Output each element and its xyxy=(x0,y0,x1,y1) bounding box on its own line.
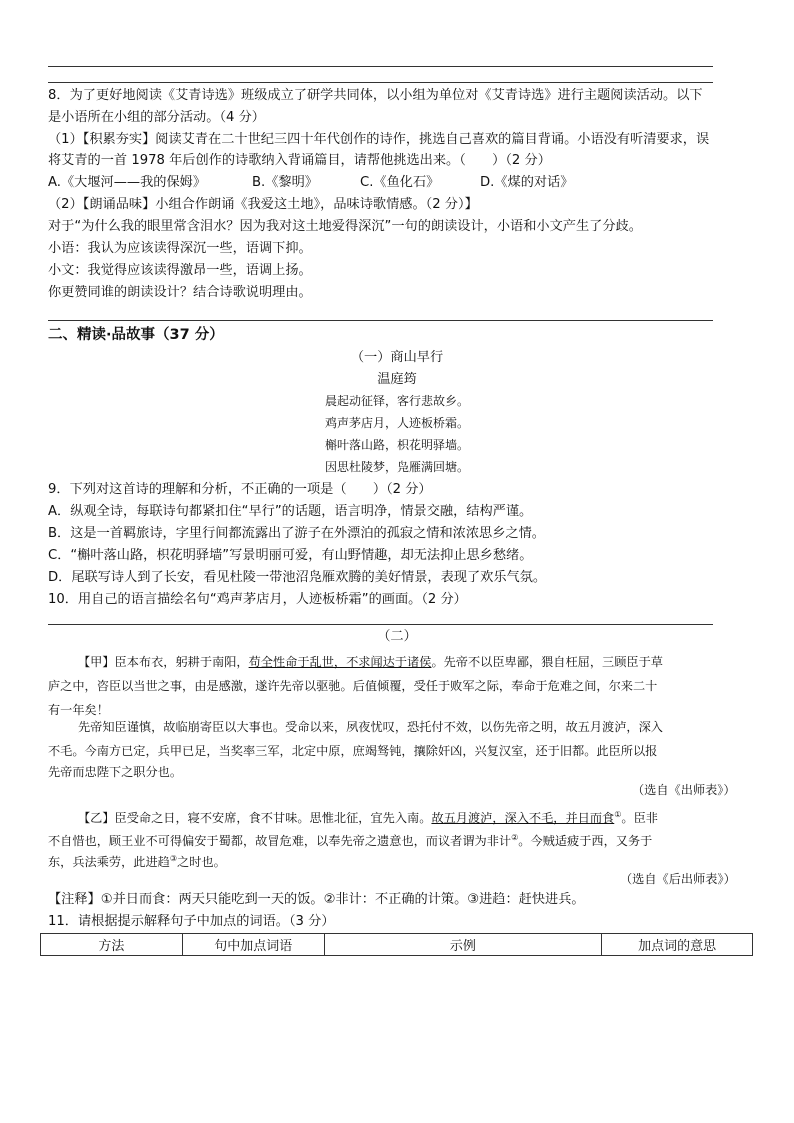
jia-line-2: 庐之中，咨臣以当世之事，由是感激，遂许先帝以驱驰。后值倾覆，受任于败军之际，奉命于危难之间，尔来二十 xyxy=(48,679,658,693)
yi-line-1 xyxy=(78,805,658,828)
q8-part2-line2: 对于“为什么我的眼里常含泪水？因为我对这土地爱得深沉”一句的朗读设计，小语和小文产生了分歧。 xyxy=(48,219,642,234)
yi-line-3 xyxy=(48,849,226,872)
q8-part1-line2: 将艾青的一首 1978 年后创作的诗歌纳入背诵篇目，请帮他挑选出来。（ ）（2 分） xyxy=(48,153,551,168)
jia-line-1-b: 。先帝不以臣卑鄙，猥自枉屈，三顾臣于草 xyxy=(431,655,663,669)
yi-line-1-a: 【乙】臣受命之日，寝不安席，食不甘味。思惟北征，宜先入南。 xyxy=(78,811,432,826)
q8-option-d: D.《煤的对话》 xyxy=(480,175,574,190)
jia-line-1-a: 【甲】臣本布衣，躬耕于南阳， xyxy=(78,655,249,669)
yi-note-marker-1: ① xyxy=(614,810,622,819)
q8-option-b: B.《黎明》 xyxy=(252,175,318,190)
poem-line-3: 槲叶落山路，枳花明驿墙。 xyxy=(324,438,469,452)
yi-line-1-b: 。臣非 xyxy=(621,811,658,826)
q10-stem: 10．用自己的语言描绘名句“鸡声茅店月，人迹板桥霜”的画面。（2 分） xyxy=(48,592,467,607)
jia-line-4: 先帝知臣谨慎，故临崩寄臣以大事也。受命以来，夙夜忧叹，恐托付不效，以伤先帝之明，故五月渡泸，深入 xyxy=(78,720,663,734)
q9-option-a: A．纵观全诗，每联诗句都紧扣住“早行”的话题，语言明净，情景交融，结构严谨。 xyxy=(48,504,533,519)
yi-source: （选自《后出师表》） xyxy=(620,872,736,886)
yi-line-2-b: 。今贼适疲于西，又务于 xyxy=(518,834,653,849)
top-rule-2 xyxy=(48,82,713,83)
poem-line-4: 因思杜陵梦，凫雁满回塘。 xyxy=(324,460,469,474)
q8-option-c: C.《鱼化石》 xyxy=(360,175,440,190)
q8-stem-line1: 8．为了更好地阅读《艾青诗选》班级成立了研学共同体，以小组为单位对《艾青诗选》进行主题阅读活动。以下 xyxy=(48,88,703,103)
yi-line-2-a: 不自惜也，顾王业不可得偏安于蜀都，故冒危难，以奉先帝之遗意也，而议者谓为非计 xyxy=(48,834,512,849)
yi-note-marker-2: ② xyxy=(511,833,519,842)
q8-part2-line5: 你更赞同谁的朗读设计？结合诗歌说明理由。 xyxy=(48,285,312,300)
part2-rule xyxy=(48,624,713,625)
header-method: 方法 xyxy=(41,934,183,956)
yi-note-marker-3: ③ xyxy=(169,854,178,863)
jia-line-3: 有一年矣！ xyxy=(48,703,109,717)
q9-option-d: D．尾联写诗人到了长安，看见杜陵一带池沼凫雁欢腾的美好情景，表现了欢乐气氛。 xyxy=(48,570,547,585)
top-rule-1 xyxy=(48,66,713,67)
q8-stem-line2: 是小语所在小组的部分活动。（4 分） xyxy=(48,110,265,125)
jia-line-1 xyxy=(78,652,663,672)
q8-part2-line1: （2）【朗诵品味】小组合作朗诵《我爱这土地》，品味诗歌情感。（2 分）】 xyxy=(48,197,478,212)
poem-line-2: 鸡声茅店月，人迹板桥霜。 xyxy=(324,416,469,430)
yi-line-2 xyxy=(48,828,652,851)
yi-line-3-b: 之时也。 xyxy=(177,855,226,870)
q9-stem: 9．下列对这首诗的理解和分析，不正确的一项是（ ）（2 分） xyxy=(48,482,432,497)
q11-stem: 11．请根据提示解释句子中加点的词语。（3 分） xyxy=(48,914,335,929)
yi-underlined-phrase: 故五月渡泸，深入不毛，并日而食 xyxy=(431,811,615,826)
q9-option-c: C．“槲叶落山路，枳花明驿墙”写景明丽可爱，有山野情趣，却无法抑止思乡愁绪。 xyxy=(48,548,533,563)
q8-option-a: A.《大堰河——我的保姆》 xyxy=(48,175,207,190)
poem-title: （一）商山早行 xyxy=(350,350,444,365)
part2-title: （二） xyxy=(377,629,417,644)
q8-part2-line4: 小文：我觉得应该读得激昂一些，语调上扬。 xyxy=(48,263,312,278)
section2-heading: 二、精读·品故事（37 分） xyxy=(48,327,224,343)
jia-underlined-phrase: 苟全性命于乱世，不求闻达于诸侯 xyxy=(248,655,432,669)
yi-line-3-a: 东，兵法乘劳，此进趋 xyxy=(48,855,170,870)
header-meaning: 加点词的意思 xyxy=(602,934,753,956)
q8-part1-line1: （1）【积累夯实】阅读艾青在二十世纪三四十年代创作的诗作，挑选自己喜欢的篇目背诵。小语没有听清要求，误 xyxy=(48,132,710,147)
table-header-row xyxy=(41,934,753,956)
header-example: 示例 xyxy=(324,934,602,956)
annotation-notes: 【注释】①并日而食：两天只能吃到一天的饭。②非计：不正确的计策。③进趋：赶快进兵。 xyxy=(48,892,585,907)
section-rule xyxy=(48,320,713,321)
jia-line-5: 不毛。今南方已定，兵甲已足，当奖率三军，北定中原，庶竭驽钝，攘除奸凶，兴复汉室，还于旧都。此臣所以报 xyxy=(48,744,658,758)
header-dotted-word: 句中加点词语 xyxy=(182,934,324,956)
poem-author: 温庭筠 xyxy=(377,372,417,387)
jia-line-6: 先帝而忠陛下之职分也。 xyxy=(48,765,183,779)
q11-table xyxy=(40,933,753,956)
poem-line-1: 晨起动征铎，客行悲故乡。 xyxy=(324,394,469,408)
q8-part2-line3: 小语：我认为应该读得深沉一些，语调下抑。 xyxy=(48,241,312,256)
jia-source: （选自《出师表》） xyxy=(632,783,736,797)
q9-option-b: B．这是一首羁旅诗，字里行间都流露出了游子在外漂泊的孤寂之情和浓浓思乡之情。 xyxy=(48,526,545,541)
